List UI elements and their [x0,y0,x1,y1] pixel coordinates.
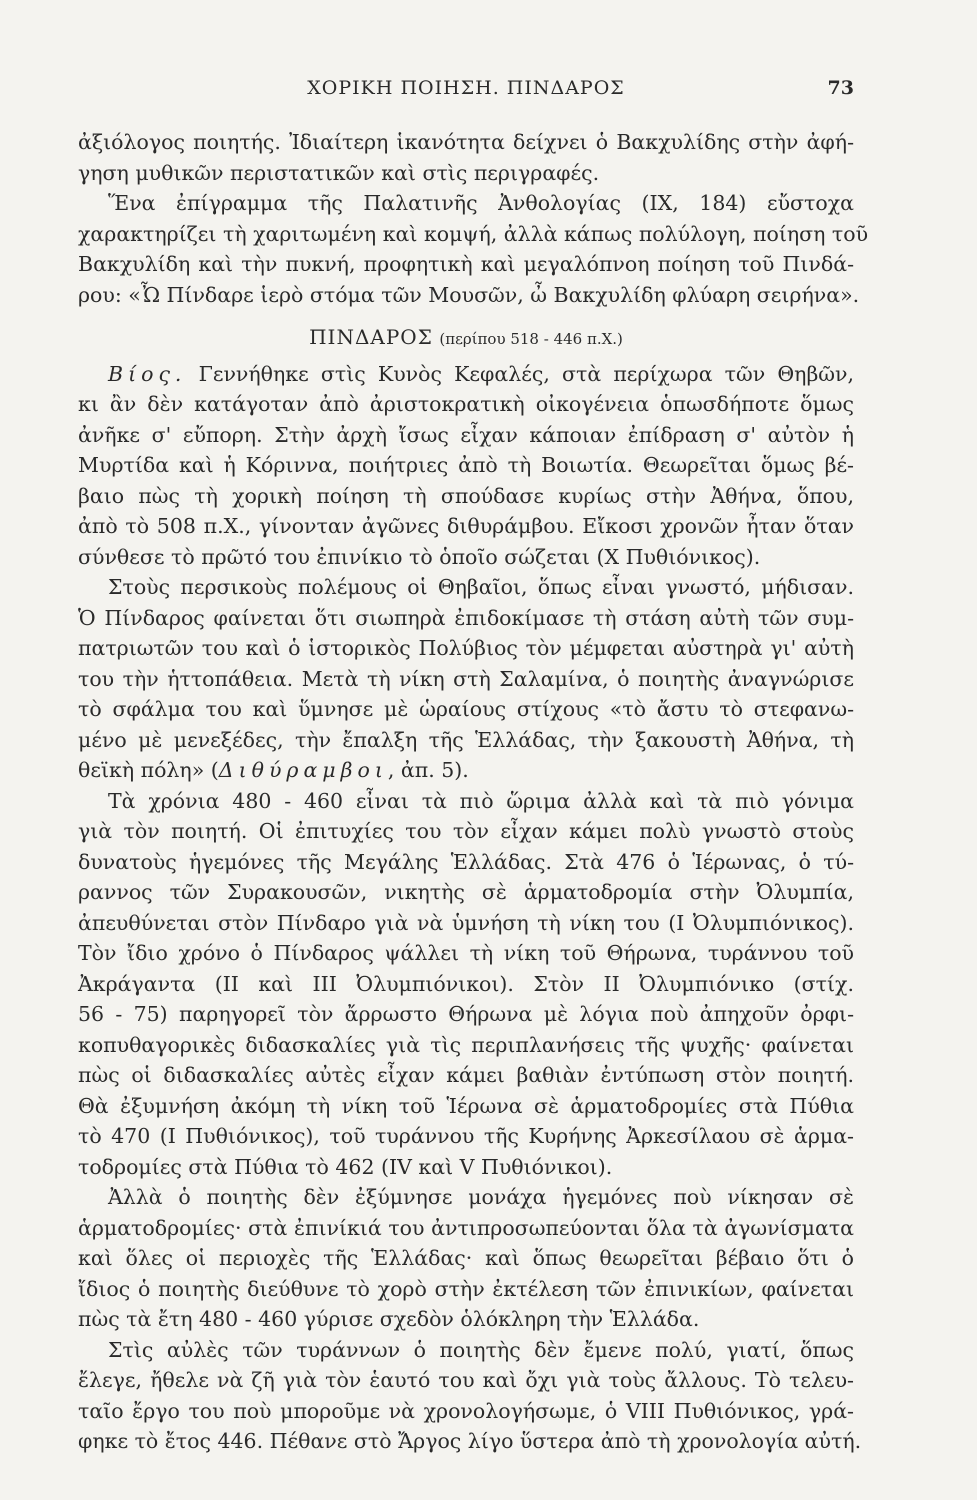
text-line: Στοὺς περσικοὺς πολέμους οἱ Θηβαῖοι, ὅπως εἶναι γνωστό, μήδισαν. [108,575,854,599]
text-line: ἔλεγε, ἤθελε νὰ ζῆ γιὰ τὸν ἑαυτό του καὶ ὄχι γιὰ τοὺς ἄλλους. Τὸ τελευ- [78,1368,854,1392]
text-line: βαιο πὼς τὴ χορικὴ ποίηση τὴ σπούδασε κυρίως στὴν Ἀθήνα, ὅπου, [78,483,854,508]
section-dates: (περίπου 518 - 446 π.Χ.) [439,330,623,348]
text-line: ραννος τῶν Συρακουσῶν, νικητὴς σὲ ἁρματοδρομία στὴν Ὀλυμπία, [78,880,854,904]
bios-paragraph [78,359,854,573]
text-line: ταῖο ἔργο του ποὺ μποροῦμε νὰ χρονολογήσωμε, ὁ VIII Πυθιόνικος, γρά- [78,1398,854,1423]
bios-first-line: Γεννήθηκε στὶς Κυνὸς Κεφαλές, στὰ περίχωρα τῶν Θηβῶν, [186,361,854,386]
text-line: του τὴν ἡττοπάθεια. Μετὰ τὴ νίκη στὴ Σαλαμίνα, ὁ ποιητὴς ἀναγνώρισε [78,666,854,691]
text-line: ἀξιόλογος ποιητής. Ἰδιαίτερη ἱκανότητα δείχνει ὁ Βακχυλίδης στὴν ἀφή- [78,130,854,154]
text-line: ἴδιος ὁ ποιητὴς διεύθυνε τὸ χορὸ στὴν ἐκτέλεση τῶν ἐπινικίων, φαίνεται [78,1276,854,1301]
text-line: μένο μὲ μενεξέδες, τὴν ἔπαλξη τῆς Ἑλλάδας, τὴν ξακουστὴ Ἀθήνα, τὴ [78,727,854,752]
bios-label: Βίος. [108,361,187,386]
text-line: Ὁ Πίνδαρος φαίνεται ὅτι σιωπηρὰ ἐπιδοκίμασε τὴ στάση αὐτὴ τῶν συμ- [78,605,854,630]
text-line: κοπυθαγορικὲς διδασκαλίες γιὰ τὶς περιπλανήσεις τῆς ψυχῆς· φαίνεται [78,1032,854,1057]
text-line: Ἕνα ἐπίγραμμα τῆς Παλατινῆς Ἀνθολογίας (IX, 184) εὔστοχα [108,191,854,215]
line-part: θεϊκὴ πόλη» ( [78,758,219,782]
page-number: 73 [827,77,854,99]
text-line: τὸ 470 (Ι Πυθιόνικος), τοῦ τυράννου τῆς Κυρήνης Ἀρκεσίλαου σὲ ἁρμα- [78,1124,854,1148]
paragraph-persian-wars [78,572,854,786]
text-line: Ἀλλὰ ὁ ποιητὴς δὲν ἐξύμνησε μονάχα ἡγεμόνες ποὺ νίκησαν σὲ [108,1185,854,1209]
body-text [78,127,869,1457]
paragraph-mature-years [78,786,854,1183]
running-head [78,70,854,106]
paragraph-final-years [78,1335,862,1457]
work-title: Διθύραμβοι [218,758,388,782]
text-line: πὼς τὰ ἔτη 480 - 460 γύρισε σχεδὸν ὁλόκληρη τὴν Ἑλλάδα. [78,1307,700,1331]
section-name: ΠΙΝΔΑΡΟΣ [309,325,433,349]
text-line: Μυρτίδα καὶ ἡ Κόριννα, ποιήτριες ἀπὸ τὴ Βοιωτία. Θεωρεῖται ὅμως βέ- [78,453,854,477]
text-line: ἀπὸ τὸ 508 π.Χ., γίνονταν ἀγῶνες διθυράμβου. Εἴκοσι χρονῶν ἦταν ὅταν [78,514,854,538]
text-line: Ἀκράγαντα (ΙΙ καὶ ΙΙΙ Ὀλυμπιόνικοι). Στὸν ΙΙ Ὀλυμπιόνικο (στίχ. [78,971,854,996]
text-line: Βακχυλίδη καὶ τὴν πυκνή, προφητικὴ καὶ μεγαλόπνοη ποίηση τοῦ Πινδά- [78,252,854,276]
text-line: ρου: «Ὦ Πίνδαρε ἱερὸ στόμα τῶν Μουσῶν, ὦ Βακχυλίδη φλύαρη σειρήνα». [78,282,860,307]
paragraph-victories [78,1182,854,1335]
text-line: πὼς οἱ διδασκαλίες αὐτὲς εἶχαν κάμει βαθιὰν ἐντύπωση στὸν ποιητή. [78,1063,854,1087]
text-line: ἀπευθύνεται στὸν Πίνδαρο γιὰ νὰ ὑμνήση τὴ νίκη του (Ι Ὀλυμπιόνικος). [78,910,854,935]
text-line: χαρακτηρίζει τὴ χαριτωμένη καὶ κομψή, ἀλλὰ κάπως πολύλογη, ποίηση τοῦ [78,221,869,246]
section-heading [78,322,854,353]
text-line: γηση μυθικῶν περιστατικῶν καὶ στὶς περιγραφές. [78,160,600,185]
text-line: τὸ σφάλμα του καὶ ὕμνησε μὲ ὡραίους στίχους «τὸ ἄστυ τὸ στεφανω- [78,697,854,721]
text-line: κι ἂν δὲν κατάγοταν ἀπὸ ἀριστοκρατικὴ οἰκογένεια ὁπωσδήποτε ὅμως [78,392,854,416]
text-line: δυνατοὺς ἡγεμόνες τῆς Μεγάλης Ἑλλάδας. Στὰ 476 ὁ Ἱέρωνας, ὁ τύ- [78,849,854,874]
text-line: σύνθεσε τὸ πρῶτό του ἐπινίκιο τὸ ὁποῖο σώζεται (Χ Πυθιόνικος). [78,544,761,569]
line-part: , ἀπ. 5). [387,758,469,782]
text-line: Στὶς αὐλὲς τῶν τυράννων ὁ ποιητὴς δὲν ἔμενε πολύ, γιατί, ὅπως [108,1337,854,1362]
text-line: γιὰ τὸν ποιητή. Οἱ ἐπιτυχίες του τὸν εἶχαν κάμει πολὺ γνωστὸ στοὺς [78,819,854,843]
text-line: πατριωτῶν του καὶ ὁ ἱστορικὸς Πολύβιος τὸν μέμφεται αὐστηρὰ γι' αὐτὴ [78,636,854,660]
text-line: καὶ ὅλες οἱ περιοχὲς τῆς Ἑλλάδας· καὶ ὅπως θεωρεῖται βέβαιο ὅτι ὁ [78,1246,854,1270]
running-title: ΧΟΡΙΚΗ ΠΟΙΗΣΗ. ΠΙΝΔΑΡΟΣ [307,77,625,99]
intro-paragraph [78,127,869,310]
text-line [78,359,854,390]
text-line [78,755,854,786]
text-line: ἁρματοδρομίες· στὰ ἐπινίκιά του ἀντιπροσωπεύονται ὅλα τὰ ἀγωνίσματα [78,1215,854,1240]
text-line: ἀνῆκε σ' εὔπορη. Στὴν ἀρχὴ ἴσως εἶχαν κάποιαν ἐπίδραση σ' αὐτὸν ἡ [78,422,854,447]
text-line: 56 - 75) παρηγορεῖ τὸν ἄρρωστο Θήρωνα μὲ λόγια ποὺ ἀπηχοῦν ὀρφι- [78,1002,854,1026]
text-line: Τὰ χρόνια 480 - 460 εἶναι τὰ πιὸ ὥριμα ἀλλὰ καὶ τὰ πιὸ γόνιμα [108,788,854,813]
text-line: τοδρομίες στὰ Πύθια τὸ 462 (IV καὶ V Πυθιόνικοι). [78,1154,613,1179]
text-line: Θὰ ἐξυμνήση ἀκόμη τὴ νίκη τοῦ Ἱέρωνα σὲ ἁρματοδρομίες στὰ Πύθια [78,1093,854,1118]
text-line: φηκε τὸ ἔτος 446. Πέθανε στὸ Ἄργος λίγο ὕστερα ἀπὸ τὴ χρονολογία αὐτή. [78,1429,862,1453]
text-line: Τὸν ἴδιο χρόνο ὁ Πίνδαρος ψάλλει τὴ νίκη τοῦ Θήρωνα, τυράννου τοῦ [78,941,854,965]
